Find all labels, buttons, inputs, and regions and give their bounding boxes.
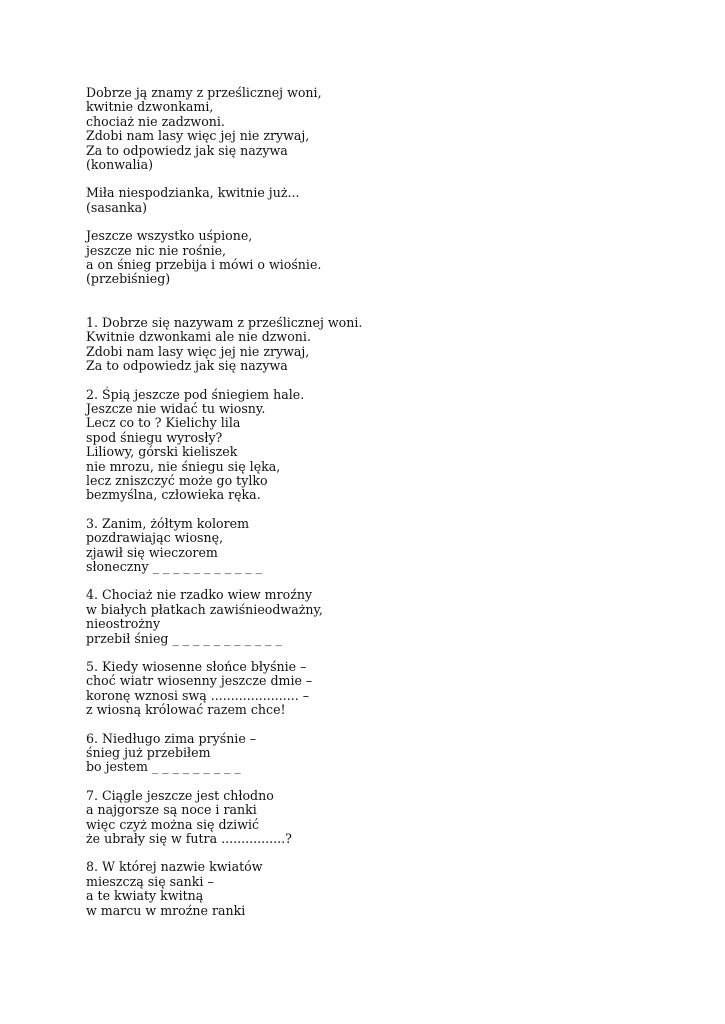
text-line: Zdobi nam lasy więc jej nie zrywaj,	[86, 128, 310, 144]
text-line: Lecz co to ? Kielichy lila	[86, 415, 241, 431]
text-line: Dobrze ją znamy z prześlicznej woni,	[86, 85, 322, 100]
riddle-3	[86, 517, 646, 575]
riddle-6	[86, 732, 646, 775]
text-line: Za to odpowiedz jak się nazywa	[86, 358, 288, 374]
text-line: 7. Ciągle jeszcze jest chłodno	[86, 787, 274, 803]
text-line: chociaż nie zadzwoni.	[86, 113, 225, 129]
text-line: w białych płatkach zawiśnieodważny,	[86, 601, 323, 617]
text-line: 5. Kiedy wiosenne słońce błyśnie –	[86, 659, 307, 674]
text-line: śnieg już przebiłem	[86, 745, 211, 761]
answer-line: (sasanka)	[86, 199, 148, 215]
text-line: Jeszcze nie widać tu wiosny.	[86, 400, 266, 416]
riddle-sasanka	[86, 186, 646, 215]
text-line: pozdrawiając wiosnę,	[86, 530, 224, 546]
text-line: Liliowy, górski kieliszek	[86, 444, 238, 460]
text-line: jeszcze nic nie rośnie,	[86, 242, 227, 258]
text-line: Zdobi nam lasy więc jej nie zrywaj,	[86, 343, 310, 359]
text-line: przebił śnieg _ _ _ _ _ _ _ _ _ _ _	[86, 630, 282, 646]
text-line: lecz zniszczyć może go tylko	[86, 472, 268, 488]
text-line: koronę wznosi swą ...................... –	[86, 687, 310, 703]
text-line: słoneczny _ _ _ _ _ _ _ _ _ _ _	[86, 558, 262, 574]
answer-line: (konwalia)	[86, 157, 154, 173]
text-line: zjawił się wieczorem	[86, 544, 218, 560]
text-line: 6. Niedługo zima pryśnie –	[86, 730, 257, 746]
text-line: Jeszcze wszystko uśpione,	[86, 228, 253, 244]
text-line: Miła niespodzianka, kwitnie już...	[86, 185, 300, 201]
text-line: kwitnie dzwonkami,	[86, 99, 214, 115]
text-line: Kwitnie dzwonkami ale nie dzwoni.	[86, 329, 311, 345]
text-line: bo jestem _ _ _ _ _ _ _ _ _	[86, 759, 241, 775]
riddle-1	[86, 316, 646, 374]
text-line: 1. Dobrze się nazywam z prześlicznej woni.	[86, 314, 363, 330]
text-line: więc czyż można się dziwić	[86, 816, 260, 832]
text-line: choć wiatr wiosenny jeszcze dmie –	[86, 673, 313, 689]
riddle-8	[86, 860, 646, 918]
text-line: Za to odpowiedz jak się nazywa	[86, 142, 288, 158]
text-line: nie mrozu, nie śniegu się lęka,	[86, 458, 281, 474]
riddle-przebisnieg	[86, 229, 646, 287]
text-line: 8. W której nazwie kwiatów	[86, 859, 263, 875]
text-line: 3. Zanim, żółtym kolorem	[86, 515, 250, 531]
text-line: że ubrały się w futra ................?	[86, 831, 292, 847]
text-line: nieostrożny	[86, 616, 161, 632]
text-line: 2. Śpią jeszcze pod śniegiem hale.	[86, 386, 305, 402]
text-line: a te kwiaty kwitną	[86, 888, 204, 904]
riddle-7	[86, 789, 646, 847]
text-line: a on śnieg przebija i mówi o wiośnie.	[86, 257, 322, 273]
text-line: spod śniegu wyrosły?	[86, 429, 223, 445]
text-line: w marcu w mroźne ranki	[86, 902, 246, 918]
riddle-5	[86, 660, 646, 718]
text-line: z wiosną królować razem chce!	[86, 702, 286, 718]
text-line: a najgorsze są noce i ranki	[86, 802, 257, 818]
answer-line: (przebiśnieg)	[86, 271, 171, 287]
document-body	[86, 86, 646, 932]
text-line: 4. Chociaż nie rzadko wiew mroźny	[86, 587, 313, 603]
riddle-4	[86, 588, 646, 646]
riddle-2	[86, 388, 646, 503]
riddle-konwalia	[86, 86, 646, 172]
text-line: bezmyślna, człowieka ręka.	[86, 487, 261, 503]
text-line: mieszczą się sanki –	[86, 873, 214, 889]
